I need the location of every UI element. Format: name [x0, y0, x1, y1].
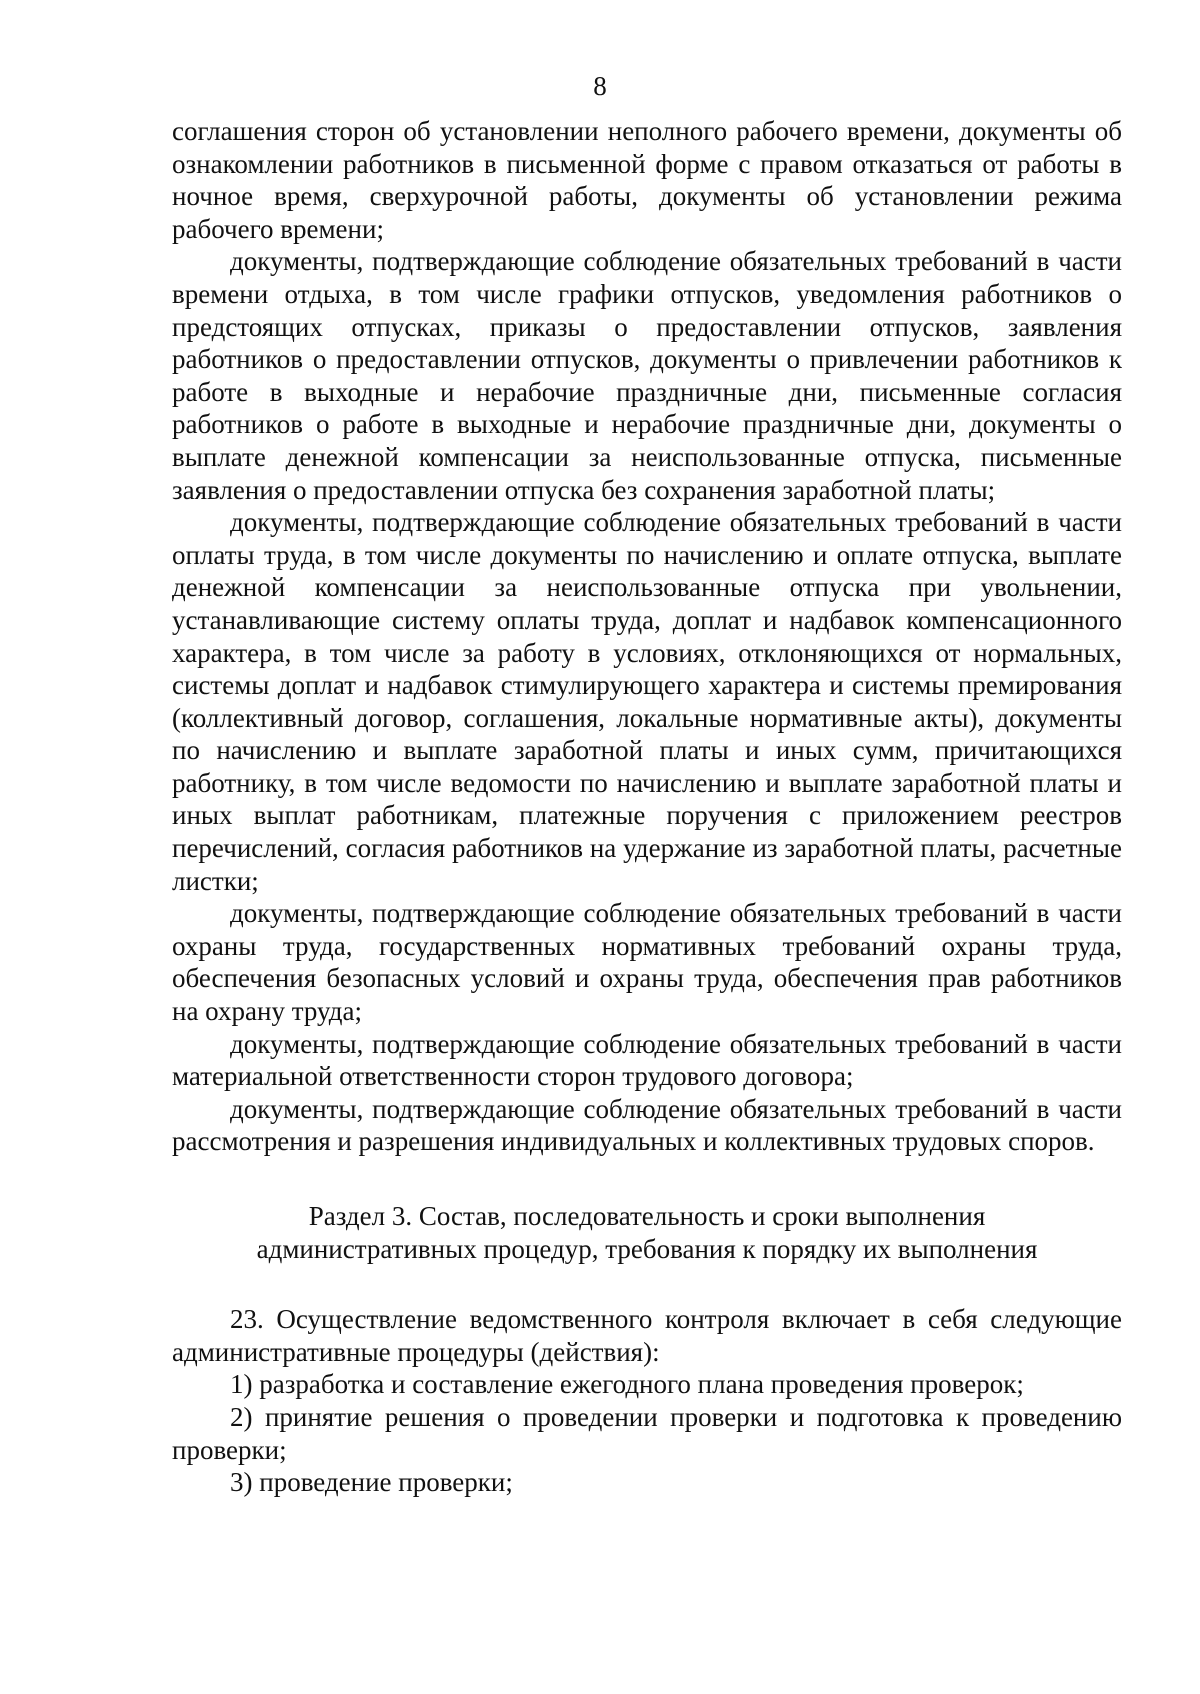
section-heading-line-2: административных процедур, требования к порядку их выполнения: [256, 1233, 1038, 1264]
paragraph-payment-docs: документы, подтверждающие соблюдение обязательных требований в части оплаты труда, в том числе документы по начислению и оплате отпуска, выплате денежной компенсации за неиспользованные отпуска при увольнении, устанавливающие систему оплаты труда, доплат и надбавок компенсационного характера, в том числе за работу в условиях, отклоняющихся от нормальных, системы доплат и надбавок стимулирующего характера и системы премирования (коллективный договор, соглашения, локальные нормативные акты), документы по начислению и выплате заработной платы и иных сумм, причитающихся работнику, в том числе ведомости по начислению и выплате заработной платы и иных выплат работникам, платежные поручения с приложением реестров перечислений, согласия работников на удержание из заработной платы, расчетные листки;: [172, 507, 1122, 896]
paragraph-liability-docs: документы, подтверждающие соблюдение обязательных требований в части материальной ответственности сторон трудового договора;: [172, 1028, 1122, 1092]
list-item-procedure-2: 2) принятие решения о проведении проверки и подготовка к проведению проверки;: [172, 1401, 1122, 1465]
paragraph-rest-time-docs: документы, подтверждающие соблюдение обязательных требований в части времени отдыха, в том числе графики отпусков, уведомления работников о предстоящих отпусках, приказы о предоставлении отпусков, заявления работников о предоставлении отпусков, документы о привлечении работников к работе в выходные и нерабочие праздничные дни, письменные согласия работников о работе в выходные и нерабочие праздничные дни, документы о выплате денежной компенсации за неиспользованные отпуска, письменные заявления о предоставлении отпуска без сохранения заработной платы;: [172, 246, 1122, 505]
page-number: 8: [593, 71, 607, 101]
section-heading: [172, 1200, 1122, 1265]
section-heading-line-1: Раздел 3. Состав, последовательность и сроки выполнения: [308, 1201, 986, 1231]
list-item-procedure-1: 1) разработка и составление ежегодного плана проведения проверок;: [230, 1369, 1024, 1400]
paragraph-item-23: 23. Осуществление ведомственного контроля включает в себя следующие административные процедуры (действия):: [172, 1304, 1122, 1367]
paragraph-disputes-docs: документы, подтверждающие соблюдение обязательных требований в части рассмотрения и разрешения индивидуальных и коллективных трудовых споров.: [172, 1093, 1122, 1157]
document-body: [172, 115, 1122, 1499]
paragraph-working-time-docs: соглашения сторон об установлении неполного рабочего времени, документы об ознакомлении работников в письменной форме с правом отказаться от работы в ночное время, сверхурочной работы, документы об установлении режима рабочего времени;: [172, 116, 1122, 244]
list-item-procedure-3: 3) проведение проверки;: [230, 1467, 513, 1498]
paragraph-labor-safety-docs: документы, подтверждающие соблюдение обязательных требований в части охраны труда, государственных нормативных требований охраны труда, обеспечения безопасных условий и охраны труда, обеспечения прав работников на охрану труда;: [172, 898, 1122, 1027]
